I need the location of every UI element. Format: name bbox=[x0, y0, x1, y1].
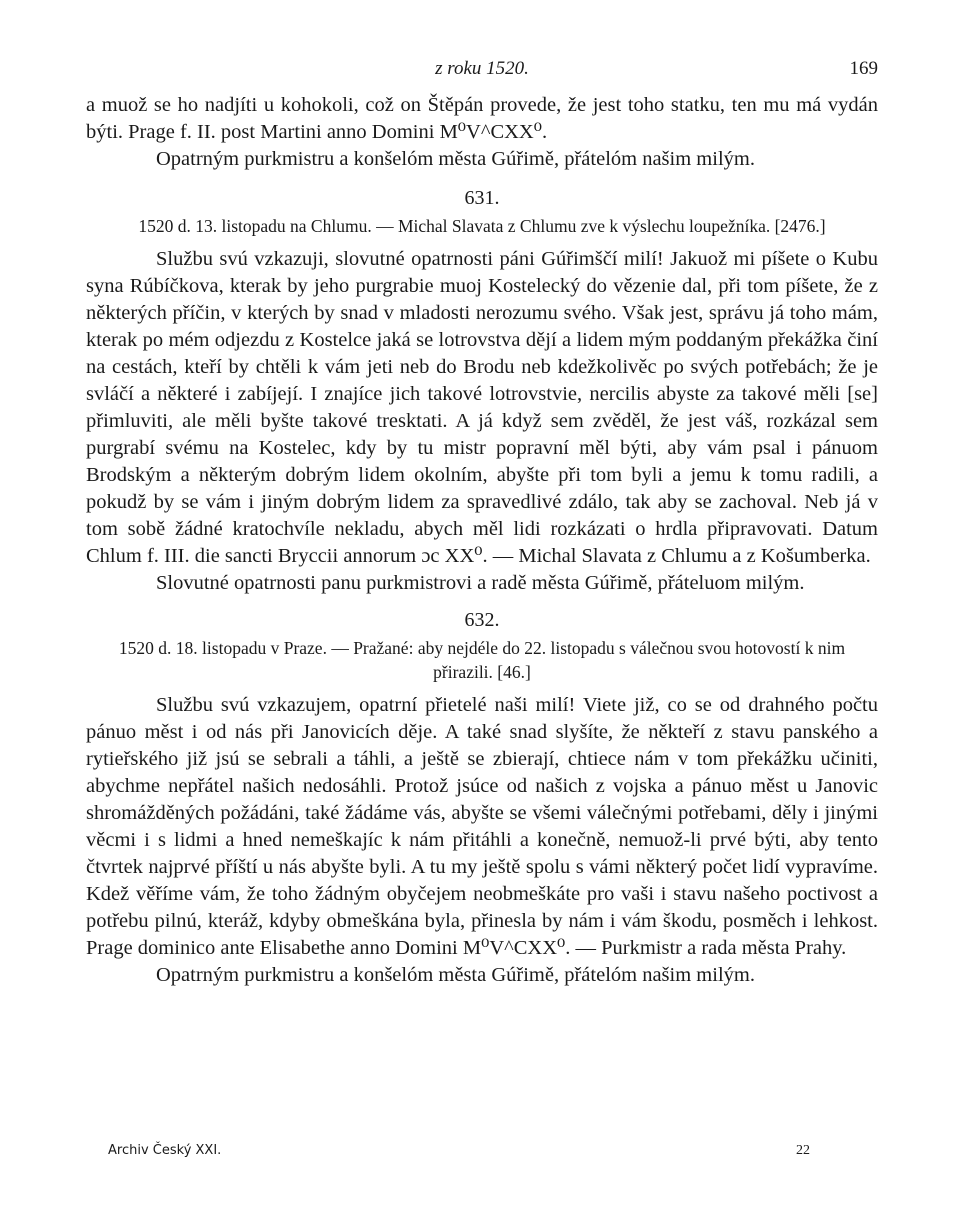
page-number: 169 bbox=[849, 58, 878, 79]
page-header bbox=[86, 58, 878, 92]
document-632 bbox=[86, 609, 878, 989]
footer-signature-mark: 22 bbox=[796, 1143, 810, 1158]
document-body: Službu svú vzkazujem, opatrní přietelé naši milí! Viete již, co se od drahného počtu pánuo měst i od nás při Janovicích děje. A také snad slyšíte, že někteří z stavu panského a rytieřského již jsú se sebrali a táhli, a ještě se zbierají, chtiece nám v tom překážku učiniti, abychme nepřátel našich nedosáhli. Protož jsúce od našich z vojska a pánuo měst u Janovic shromážděných požádáni, také žádáme vás, abyšte se všemi válečnými potřebami, děly i jinými věcmi i s lidmi a hned nemeškajíc k nám přitáhli a konečně, nemuož-li prvé býti, aby tento čtvrtek najprvé příští u nás abyšte byli. A tu my ještě spolu s vámi některý počet lidí vypravíme. Kdež věříme vám, že toho žádným obyčejem neobmeškáte pro vaši i stavu našeho poctivost a potřebu pilnú, kteráž, kdyby obmeškána byla, přinesla by nám i vám škodu, posměch i lehkost. Prage dominico ante Elisabethe anno Domini M⁰V^CXX⁰. — Purkmistr a rada města Prahy. bbox=[86, 694, 878, 959]
document-regest: 1520 d. 18. listopadu v Praze. — Pražané: aby nejdéle do 22. listopadu s válečnou svou hotovostí k nim přirazili. [46.] bbox=[118, 638, 846, 682]
document-number: 631. bbox=[464, 187, 500, 209]
intro-paragraph: a muož se ho nadjíti u kohokoli, což on Štěpán provede, že jest toho statku, ten mu má vydán býti. Prage f. II. post Martini anno Domini M⁰V^CXX⁰. bbox=[86, 94, 878, 143]
page-footer bbox=[108, 1143, 810, 1158]
intro-address: Opatrným purkmistru a konšelóm města Gúřimě, přátelóm našim milým. bbox=[156, 148, 755, 170]
document-body: Službu svú vzkazuji, slovutné opatrnosti páni Gúřimščí milí! Jakuož mi píšete o Kubu syna Rúbíčkova, kterak by jeho purgrabie muoj Kostelecký do vězenie dal, při tom píšete, že z některých příčin, v kterých by snad v mladosti nerozumu svého. Však jest, správu já toho mám, kterak po mém odjezdu z Kostelce jaká se lotrovstva dějí a lidem mým poddaným překážka činí na cestách, kteří by chtěli k vám jeti neb do Brodu neb kdežkolivěc po svých potřebách; že je svláčí a některé i zabíjejí. I znajíce jich takové lotrovstvie, nercilis abyste za takové měli [se] přimluviti, ale měli byšte takové tresktati. A já když sem zvěděl, že jest váš, rozkázal sem purgrabí svému na Kostelec, kdy by tu mistr popravní měl býti, aby vám psal i pánuom Brodským a některým dobrým lidem okolním, abyšte při tom byli a jemu k tomu radili, a pokudž by se vám i jiným dobrým lidem za spravedlivé zdálo, tak aby se zachoval. Neb já v tom sobě žádné kratochvíle nekladu, abych měl lidi rozkázati o hrdla připravovati. Datum Chlum f. III. die sancti Bryccii annorum ɔc XX⁰. — Michal Slavata z Chlumu a z Košumberka. bbox=[86, 248, 878, 567]
document-631 bbox=[86, 187, 878, 597]
document-regest: 1520 d. 13. listopadu na Chlumu. — Michal Slavata z Chlumu zve k výslechu loupežníka. [2476.] bbox=[138, 216, 826, 236]
document-address: Opatrným purkmistru a konšelóm města Gúřimě, přátelóm našim milým. bbox=[156, 964, 755, 986]
document-address: Slovutné opatrnosti panu purkmistrovi a radě města Gúřimě, přáteluom milým. bbox=[156, 572, 805, 594]
document-number: 632. bbox=[464, 609, 500, 631]
footer-title: Archiv Český XXI. bbox=[108, 1143, 222, 1158]
page bbox=[86, 58, 878, 989]
running-title: z roku 1520. bbox=[435, 58, 529, 79]
